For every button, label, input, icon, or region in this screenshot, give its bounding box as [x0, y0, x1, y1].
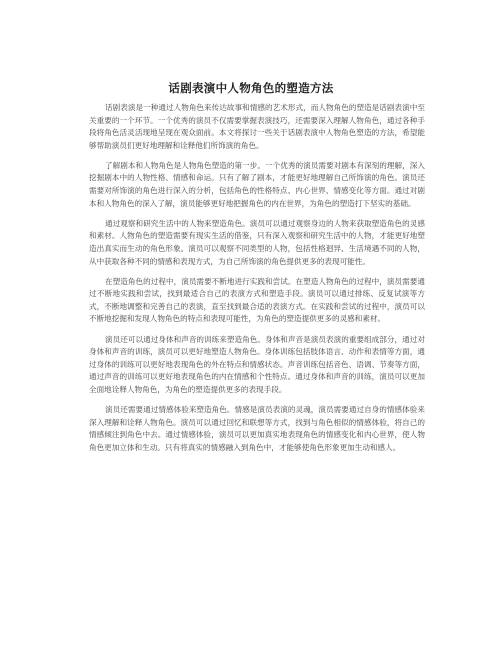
paragraph: 演员还可以通过身体和声音的训练来塑造角色。身体和声音是演员表演的重要组成部分，通过对身体和声音的训练，演员可以更好地塑造人物角色。身体训练包括肢体语言、动作和表情等方面，通过身体的训练可以更好地表现角色的外在特点和情感状态。声音训练包括音色、语调、节奏等方面，通过声音的训练可以更好地表现角色的内在情感和个性特点。通过身体和声音的训练，演员可以更加全面地诠释人物角色，为角色的塑造提供更多的表现手段。 — [89, 334, 425, 394]
paragraph: 通过观察和研究生活中的人物来塑造角色。演员可以通过观察身边的人物来获取塑造角色的灵感和素材。人物角色的塑造需要有现实生活的借鉴，只有深入观察和研究生活中的人物，才能更好地塑造出真实而生动的角色形象。演员可以观察不同类型的人物，包括性格迥异、生活境遇不同的人物，从中获取各种不同的情感和表现方式，为自己所饰演的角色提供更多的表现可能性。 — [89, 218, 425, 266]
document-body — [89, 102, 425, 462]
paragraph: 在塑造角色的过程中，演员需要不断地进行实践和尝试。在塑造人物角色的过程中，演员需要通过不断地实践和尝试，找到最适合自己的表演方式和塑造手段。演员可以通过排练、反复试演等方式，不断地调整和完善自己的表演，直至找到最合适的表演方式。在实践和尝试的过程中，演员可以不断地挖掘和发现人物角色的特点和表现可能性，为角色的塑造提供更多的灵感和素材。 — [89, 276, 425, 324]
paragraph: 演员还需要通过情感体验来塑造角色。情感是演员表演的灵魂，演员需要通过自身的情感体验来深入理解和诠释人物角色。演员可以通过回忆和联想等方式，找到与角色相似的情感体验，将自己的情感倾注到角色中去。通过情感体验，演员可以更加真实地表现角色的情感变化和内心世界，使人物角色更加立体和生动。只有将真实的情感融入到角色中，才能够使角色形象更加生动和感人。 — [89, 404, 425, 452]
paragraph: 话剧表演是一种通过人物角色来传达故事和情感的艺术形式，而人物角色的塑造是话剧表演中至关重要的一个环节。一个优秀的演员不仅需要掌握表演技巧，还需要深入理解人物角色，通过各种手段将角色活灵活现地呈现在观众面前。本文将探讨一些关于话剧表演中人物角色塑造的方法，希望能够帮助演员们更好地理解和诠释他们所饰演的角色。 — [89, 103, 425, 150]
paragraph: 了解剧本和人物角色是人物角色塑造的第一步。一个优秀的演员需要对剧本有深刻的理解，深入挖掘剧本中的人物性格、情感和命运。只有了解了剧本，才能更好地理解自己所饰演的角色。演员还需要对所饰演的角色进行深入的分析，包括角色的性格特点、内心世界、情感变化等方面。通过对剧本和人物角色的深入了解，演员能够更好地把握角色的内在世界，为角色的塑造打下坚实的基础。 — [89, 160, 425, 208]
document-title: 话剧表演中人物角色的塑造方法 — [168, 81, 334, 95]
